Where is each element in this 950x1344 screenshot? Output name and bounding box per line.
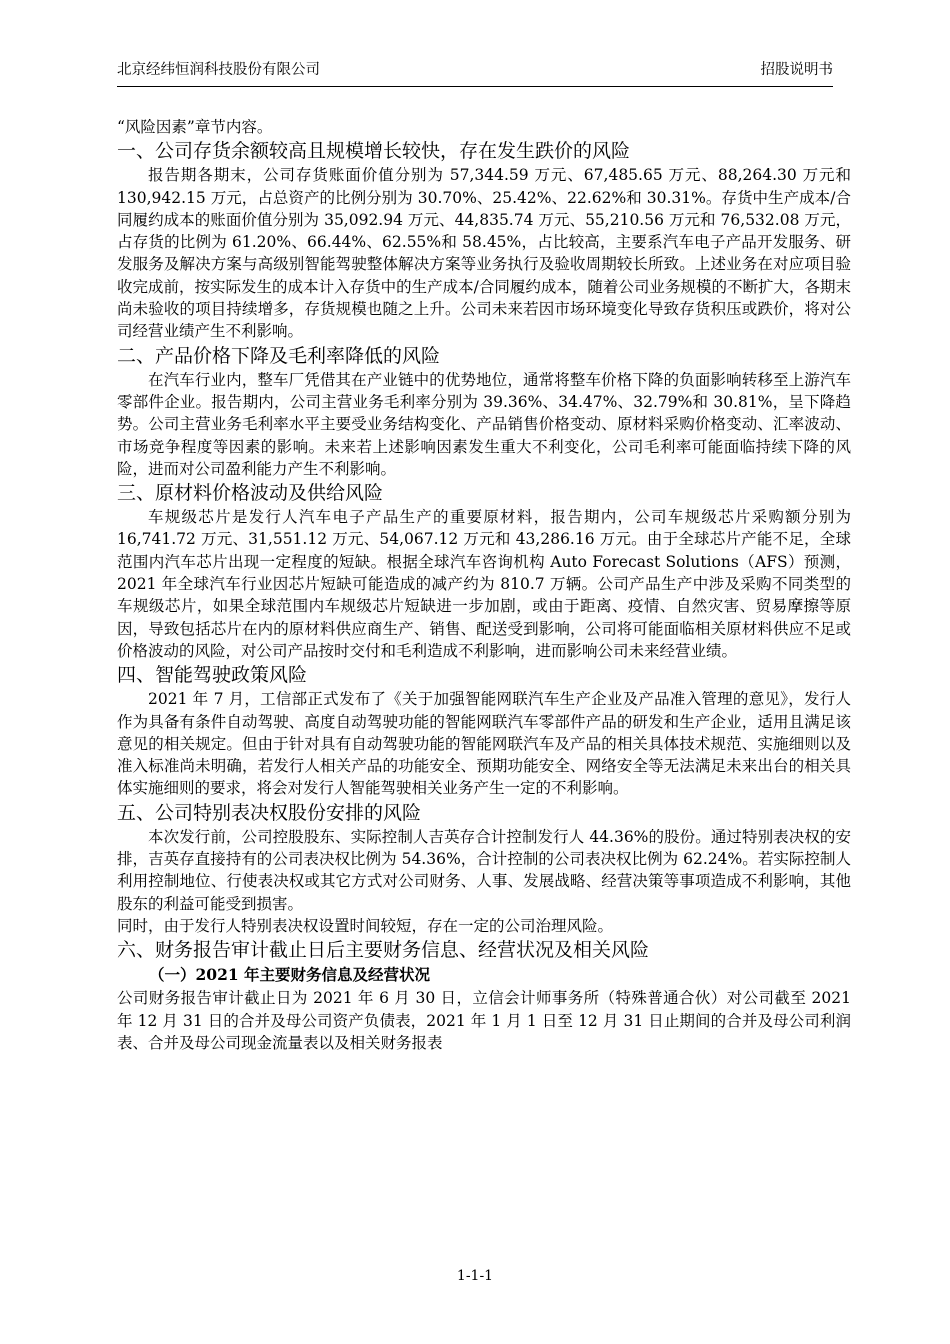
- section-3-paragraph: 车规级芯片是发行人汽车电子产品生产的重要原材料，报告期内，公司车规级芯片采购额分别为 16,741.72 万元、31,551.12 万元、54,067.12 万元和 43,286.16 万元。由于全球芯片产能不足，全球范围内汽车芯片出现一定程度的短缺。根据全球汽车咨询机构 Auto Forecast Solutions（AFS）预测，2021 年全球汽车行业因芯片短缺可能造成的减产约为 810.7 万辆。公司产品生产中涉及采购不同类型的车规级芯片，如果全球范围内车规级芯片短缺进一步加剧，或由于距离、疫情、自然灾害、贸易摩擦等原因，导致包括芯片在内的原材料供应商生产、销售、配送受到影响，公司将可能面临相关原材料供应不足或价格波动的风险，对公司产品按时交付和毛利造成不利影响，进而影响公司未来经营业绩。: [117, 508, 851, 660]
- section-5-heading: 五、公司特别表决权股份安排的风险: [117, 801, 422, 824]
- section-2-heading: 二、产品价格下降及毛利率降低的风险: [117, 344, 441, 367]
- page-number: 1-1-1: [456, 1268, 494, 1284]
- intro-line: “风险因素”章节内容。: [117, 118, 273, 136]
- header-company-name: 北京经纬恒润科技股份有限公司: [117, 62, 320, 78]
- section-3-heading: 三、原材料价格波动及供给风险: [117, 482, 384, 505]
- page-header: [117, 58, 833, 87]
- section-2-paragraph: 在汽车行业内，整车厂凭借其在产业链中的优势地位，通常将整车价格下降的负面影响转移至上游汽车零部件企业。报告期内，公司主营业务毛利率分别为 39.36%、34.47%、32.79%和 30.81%，呈下降趋势。公司主营业务毛利率水平主要受业务结构变化、产品销售价格变动、原材料采购价格变动、汇率波动、市场竞争程度等因素的影响。未来若上述影响因素发生重大不利变化，公司毛利率可能面临持续下降的风险，进而对公司盈利能力产生不利影响。: [117, 370, 851, 478]
- section-6-paragraph: 公司财务报告审计截止日为 2021 年 6 月 30 日，立信会计师事务所（特殊普通合伙）对公司截至 2021 年 12 月 31 日的合并及母公司资产负债表，2021 年 1 月 1 日至 12 月 31 日止期间的合并及母公司利润表、合并及母公司现金流量表以及相关财务报表: [117, 989, 851, 1052]
- section-1-heading: 一、公司存货余额较高且规模增长较快，存在发生跌价的风险: [117, 140, 631, 163]
- section-5-paragraph-1: 本次发行前，公司控股股东、实际控制人吉英存合计控制发行人 44.36%的股份。通过特别表决权的安排，吉英存直接持有的公司表决权比例为 54.36%，合计控制的公司表决权比例为 62.24%。若实际控制人利用控制地位、行使表决权或其它方式对公司财务、人事、发展战略、经营决策等事项造成不利影响，其他股东的利益可能受到损害。: [117, 827, 851, 913]
- section-6-heading: 六、财务报告审计截止日后主要财务信息、经营状况及相关风险: [117, 939, 650, 962]
- section-1-paragraph: 报告期各期末，公司存货账面价值分别为 57,344.59 万元、67,485.65 万元、88,264.30 万元和 130,942.15 万元，占总资产的比例分别为 30.70%、25.42%、22.62%和 30.31%。存货中生产成本/合同履约成本的账面价值分别为 35,092.94 万元、44,835.74 万元、55,210.56 万元和 76,532.08 万元，占存货的比例为 61.20%、66.44%、62.55%和 58.45%，占比较高，主要系汽车电子产品开发服务、研发服务及解决方案与高级别智能驾驶整体解决方案等业务执行及验收周期较长所致。上述业务在对应项目验收完成前，按实际发生的成本计入存货中的生产成本/合同履约成本，随着公司业务规模的不断扩大，各期末尚未验收的项目持续增多，存货规模也随之上升。公司未来若因市场环境变化导致存货积压或跌价，将对公司经营业绩产生不利影响。: [117, 166, 851, 341]
- section-4-heading: 四、智能驾驶政策风险: [117, 664, 308, 687]
- document-body: [117, 116, 851, 1054]
- header-document-type: 招股说明书: [760, 62, 833, 78]
- section-5-paragraph-2: 同时，由于发行人特别表决权设置时间较短，存在一定的公司治理风险。: [117, 916, 614, 935]
- section-6-subheading: （一）2021 年主要财务信息及经营状况: [149, 965, 431, 985]
- section-4-paragraph: 2021 年 7 月，工信部正式发布了《关于加强智能网联汽车生产企业及产品准入管理的意见》，发行人作为具备有条件自动驾驶、高度自动驾驶功能的智能网联汽车零部件产品的研发和生产企业，适用且满足该意见的相关规定。但由于针对具有自动驾驶功能的智能网联汽车及产品的相关具体技术规范、实施细则以及准入标准尚未明确，若发行人相关产品的功能安全、预期功能安全、网络安全等无法满足未来出台的相关具体实施细则的要求，将会对发行人智能驾驶相关业务产生一定的不利影响。: [117, 690, 851, 798]
